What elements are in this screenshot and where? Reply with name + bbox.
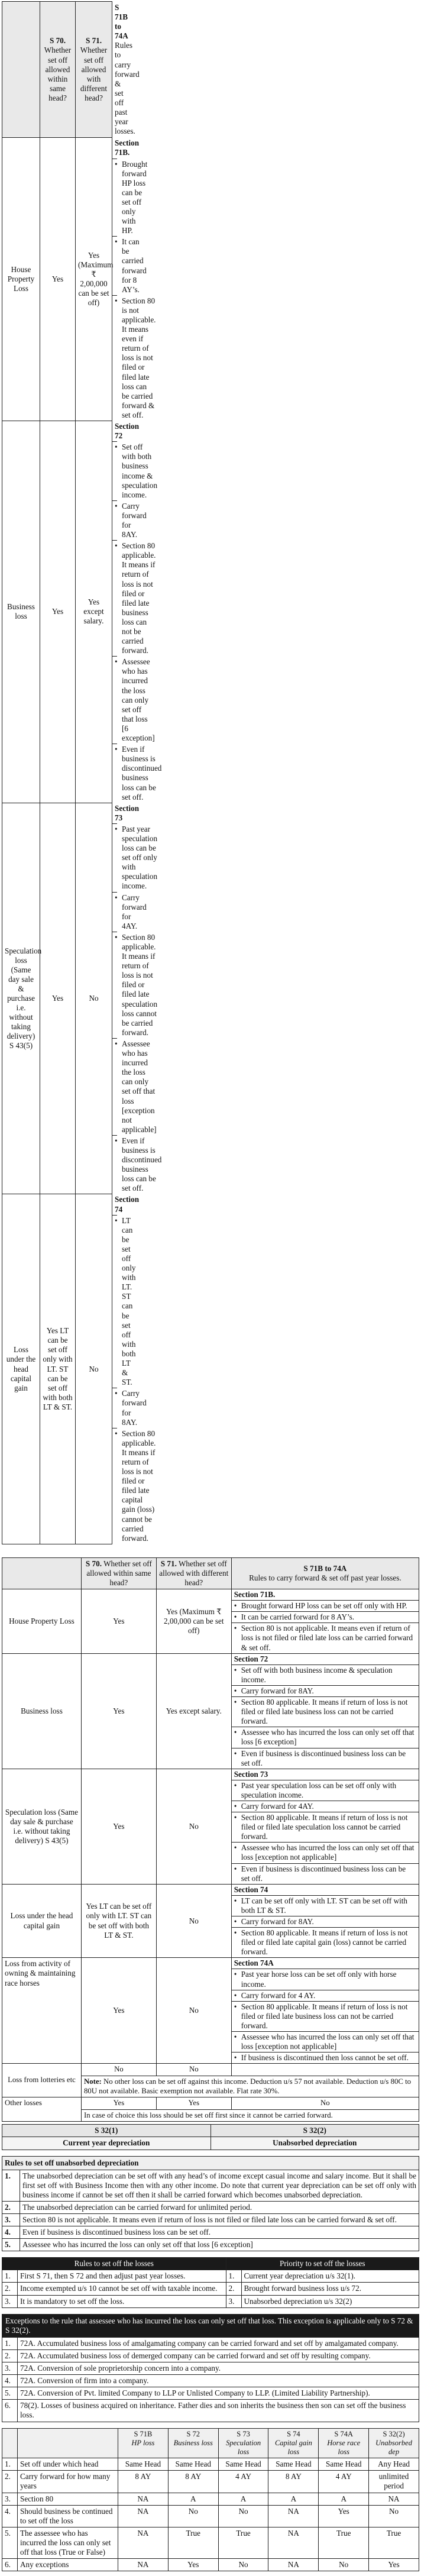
table-header-row xyxy=(2,1557,419,1589)
rule-item: • Carry forward for 4AY. xyxy=(232,1801,419,1812)
same-head-value: Yes xyxy=(81,2097,156,2110)
table-row xyxy=(2,1884,419,1958)
summary-header-row xyxy=(2,2428,419,2458)
rules-setoff-header: Rules to set off the losses xyxy=(2,2258,226,2270)
spacer xyxy=(2,2308,419,2314)
rule-item: • LT can be set off only with LT. ST can be set off with both LT & ST. xyxy=(112,1216,117,1389)
loss-table-2 xyxy=(2,1557,419,2122)
section-title: Section 74A xyxy=(232,1958,419,1969)
table-row xyxy=(2,1653,419,1769)
rule-item: • Assessee who has incurred the loss can only set off that loss [6 exception] xyxy=(112,657,117,744)
rules-cell xyxy=(231,1884,419,1958)
rule-item: • Carry forward for 8AY. xyxy=(232,1916,419,1928)
rule-item: • Section 80 applicable. It means if return of loss is not filed or filed late business loss can not be carried forward. xyxy=(232,2002,419,2032)
rule-item: • It can be carried forward for 8 AY’s. xyxy=(232,1612,419,1623)
table-row xyxy=(2,1194,419,1544)
lottery-note: Note: No other loss can be set off against this income. Deduction u/s 57 not available. Deduction u/s 80C to 80U not available. Basic exemption not available. Flat rate 30%. xyxy=(81,2076,419,2097)
row-head: Loss from lotteries etc xyxy=(2,2064,82,2097)
diff-head-value: Yes (Maximum ₹ 2,00,000 can be set off) xyxy=(156,1589,231,1654)
list-item: 5. 72A. Conversion of Pvt. limited Company to LLP or Unlisted Company to LLP. (Limited Liability Partnership). xyxy=(2,2387,419,2400)
rule-item: • Assessee who has incurred the loss can only set off that loss [exception not applicable] xyxy=(232,2032,419,2053)
table-row: 2. Carry forward for how many years 8 AY 8 AY 4 AY 8 AY 4 AY unlimited period xyxy=(2,2471,419,2493)
rule-item: • Assessee who has incurred the loss can only set off that loss [exception not applicable] xyxy=(112,1039,117,1136)
summary-col: S 32(2) Unabsorbed dep xyxy=(369,2428,419,2458)
list-item: 2. The unabsorbed depreciation can be carried forward for unlimited period. xyxy=(2,2201,419,2213)
exceptions-title: Exceptions to the rule that assessee who has incurred the loss can only set off that loss. This exception is applicable only to S 72 & S 32(2). xyxy=(2,2314,419,2337)
rule-item: • Section 80 applicable. It means if return of loss is not filed or filed late capital gain (loss) cannot be carried forward. xyxy=(112,1428,117,1544)
rule-item: • Section 80 applicable. It means if return of loss is not filed or filed late business loss can not be carried forward. xyxy=(112,541,117,657)
row-head: Other losses xyxy=(2,2097,82,2122)
same-head-value: Yes xyxy=(81,1589,156,1654)
rule-item: • Section 80 is not applicable. It means even if return of loss is not filed or filed late loss can be carried forward & set off. xyxy=(232,1623,419,1653)
rules-cell xyxy=(231,1589,419,1654)
row-head: Loss from activity of owning & maintaining race horses xyxy=(2,1958,82,2064)
table-row xyxy=(2,2097,419,2110)
row-head: Business loss xyxy=(2,1653,82,1769)
table-row xyxy=(2,1589,419,1654)
header-s71: S 71. Whether set off allowed with different head? xyxy=(156,1557,231,1589)
diff-head-value: Yes except salary. xyxy=(156,1653,231,1769)
rule-item: • Carry forward for 8AY. xyxy=(112,1388,117,1428)
priority-header-row xyxy=(2,2258,419,2270)
dep-label-row xyxy=(2,2137,419,2150)
table-row: 3. It is mandatory to set off the loss. 3. Unabsorbed depreciation u/s 32(2) xyxy=(2,2295,419,2307)
section-title: Section 73 xyxy=(232,1769,419,1780)
diff-head-value: No xyxy=(156,2064,231,2076)
summary-col: S 72 Business loss xyxy=(168,2428,218,2458)
section-title: Section 72 xyxy=(112,421,117,442)
rule-item: • Carry forward for 8AY. xyxy=(112,501,117,541)
rule-item: • Past year speculation loss can be set off only with speculation income. xyxy=(232,1780,419,1801)
diff-head-value: No xyxy=(156,1958,231,2064)
rule-item: • Section 80 applicable. It means if return of loss is not filed or filed late speculation loss cannot be carried forward. xyxy=(112,932,117,1039)
exceptions-table xyxy=(2,2314,419,2422)
lottery-blank xyxy=(231,2064,419,2076)
row-head: House Property Loss xyxy=(2,138,40,421)
rules-cell xyxy=(231,1653,419,1769)
same-head-value: Yes LT can be set off only with LT. ST can be set off with both LT & ST. xyxy=(40,1194,76,1544)
diff-head-value: Yes xyxy=(156,2097,231,2110)
list-item: 3. 72A. Conversion of sole proprietorship concern into a company. xyxy=(2,2362,419,2375)
depreciation-table xyxy=(2,2124,419,2150)
table-header-row xyxy=(2,2,419,138)
row-head: Speculation loss (Same day sale & purchase i.e. without taking delivery) S 43(5) xyxy=(2,803,40,1194)
table-row xyxy=(2,2064,419,2076)
loss-table-1 xyxy=(2,1,419,1544)
list-item: 2. 72A. Accumulated business loss of demerged company can be carried forward and set off by resulting company. xyxy=(2,2349,419,2362)
unabsorbed-title: Rules to set off unabsorbed depreciation xyxy=(2,2156,419,2170)
same-head-value: Yes xyxy=(40,421,76,803)
rule-item: • Carry forward for 4 AY. xyxy=(232,1990,419,2002)
row-head: Business loss xyxy=(2,421,40,803)
diff-head-value: No xyxy=(156,1769,231,1884)
carry-forward-value: No xyxy=(231,2097,419,2110)
table-row: 2. Income exempted u/s 10 cannot be set off with taxable income. 2. Brought forward business loss u/s 72. xyxy=(2,2283,419,2295)
diff-head-value: No xyxy=(76,803,112,1194)
rule-item: • Brought forward HP loss can be set off only with HP. xyxy=(232,1601,419,1612)
rule-item: • Past year speculation loss can be set off only with speculation income. xyxy=(112,824,117,893)
table-row xyxy=(2,421,419,803)
table-row xyxy=(2,803,419,1194)
rule-item: • Carry forward for 4AY. xyxy=(112,893,117,932)
header-blank xyxy=(2,1557,82,1589)
list-item: 5. Assessee who has incurred the loss can only set off that loss [6 exception] xyxy=(2,2239,419,2251)
table-row: 1. First S 71, then S 72 and then adjust past year losses. 1. Current year depreciation u/s 32(1). xyxy=(2,2270,419,2283)
list-item: 4. 72A. Conversion of firm into a company. xyxy=(2,2375,419,2387)
summary-col: S 74 Capital gain loss xyxy=(268,2428,319,2458)
rule-item: • Even if business is discontinued business loss can be set off. xyxy=(112,744,117,803)
section-title: Section 71B. xyxy=(112,138,117,159)
rule-item: • Brought forward HP loss can be set off only with HP. xyxy=(112,159,117,237)
diff-head-value: Yes (Maximum ₹ 2,00,000 can be set off) xyxy=(76,138,112,421)
same-head-value: Yes xyxy=(40,803,76,1194)
same-head-value: Yes xyxy=(81,1653,156,1769)
dep-code-s32-2: S 32(2) xyxy=(210,2125,419,2137)
rule-item: • If business is discontinued then loss cannot be set off. xyxy=(232,2053,419,2063)
table-row xyxy=(2,1958,419,2064)
header-blank xyxy=(2,2,40,138)
row-head: Loss under the head capital gain xyxy=(2,1884,82,1958)
list-item: 3. Section 80 is not applicable. It means even if return of loss is not filed or filed late loss can be carried forward & set off. xyxy=(2,2214,419,2226)
table-row: 3. Section 80 NA A A A A NA xyxy=(2,2493,419,2505)
table-row xyxy=(2,138,419,421)
same-head-value: Yes xyxy=(81,1769,156,1884)
spacer xyxy=(2,2150,419,2156)
rule-item: • Assessee who has incurred the loss can only set off that loss [6 exception] xyxy=(232,1727,419,1748)
summary-col: S 74A Horse race loss xyxy=(319,2428,369,2458)
table-row: 5. The assessee who has incurred the loss can only set off that loss (True or False) NA True True NA True True xyxy=(2,2527,419,2558)
dep-code-row xyxy=(2,2125,419,2137)
rule-item: • Carry forward for 8AY. xyxy=(232,1686,419,1697)
rule-item: • Section 80 applicable. It means if return of loss is not filed or filed late business loss can not be carried forward. xyxy=(232,1697,419,1727)
rule-item: • Even if business is discontinued business loss can be set off. xyxy=(112,1136,117,1194)
priority-header: Priority to set off the losses xyxy=(226,2258,419,2270)
table-row xyxy=(2,1769,419,1884)
rule-item: • Assessee who has incurred the loss can only set off that loss [exception not applicable] xyxy=(232,1843,419,1863)
rule-item: • Section 80 applicable. It means if return of loss is not filed or filed late speculation loss cannot be carried forward. xyxy=(232,1812,419,1843)
priority-table xyxy=(2,2257,419,2307)
list-item: 1. The unabsorbed depreciation can be set off with any head’s of income except casual income and salary income. But it shall be first set off with Business Income then with any other income. Do note that current year depreciation can be set off only with business income if cannot be set off then it shall be carried forward which becomes unabsorbed depreciation. xyxy=(2,2170,419,2201)
summary-blank xyxy=(2,2428,18,2458)
row-head: House Property Loss xyxy=(2,1589,82,1654)
list-item: 4. Even if business is discontinued business loss can be set off. xyxy=(2,2226,419,2239)
table-row: 4. Should business be continued to set off the loss NA No No NA Yes No xyxy=(2,2505,419,2527)
dep-code-s32-1: S 32(1) xyxy=(2,2125,211,2137)
spacer xyxy=(2,2422,419,2428)
same-head-value: No xyxy=(81,2064,156,2076)
diff-head-value: No xyxy=(76,1194,112,1544)
rule-item: • It can be carried forward for 8 AY’s. xyxy=(112,237,117,296)
dep-current: Current year depreciation xyxy=(2,2137,211,2150)
header-s71b-74a: S 71B to 74A Rules to carry forward & set off past year losses. xyxy=(231,1557,419,1589)
unabsorbed-rules-table xyxy=(2,2156,419,2252)
summary-blank xyxy=(18,2428,118,2458)
section-title: Section 74 xyxy=(112,1194,117,1215)
rule-item: • Set off with both business income & speculation income. xyxy=(112,442,117,501)
rules-cell xyxy=(231,1958,419,2064)
same-head-value: Yes xyxy=(81,1958,156,2064)
diff-head-value: Yes except salary. xyxy=(76,421,112,803)
summary-col: S 71B HP loss xyxy=(118,2428,169,2458)
list-item: 1. 72A. Accumulated business loss of amalgamating company can be carried forward and set off by amalgamated company. xyxy=(2,2337,419,2349)
rule-item: • Even if business is discontinued business loss can be set off. xyxy=(232,1748,419,1769)
rules-cell xyxy=(231,1769,419,1884)
summary-col: S 73 Speculation loss xyxy=(218,2428,268,2458)
section-title: Section 71B. xyxy=(232,1589,419,1601)
summary-table xyxy=(2,2428,419,2572)
section-title: Section 73 xyxy=(112,803,117,824)
rule-item: • Section 80 is not applicable. It means even if return of loss is not filed or filed late loss can be carried forward & set off. xyxy=(112,296,117,421)
dep-unabsorbed: Unabsorbed depreciation xyxy=(210,2137,419,2150)
row-head: Speculation loss (Same day sale & purchase i.e. without taking delivery) S 43(5) xyxy=(2,1769,82,1884)
rule-item: • Even if business is discontinued business loss can be set off. xyxy=(232,1864,419,1884)
spacer xyxy=(2,1544,419,1557)
other-note: In case of choice this loss should be set off first since it cannot be carried forward. xyxy=(81,2109,419,2122)
rule-item: • Section 80 applicable. It means if return of loss is not filed or filed late capital gain (loss) cannot be carried forward. xyxy=(232,1928,419,1957)
diff-head-value: No xyxy=(156,1884,231,1958)
rule-item: • Past year horse loss can be set off only with horse income. xyxy=(232,1969,419,1990)
table-row: 6. Any exceptions NA Yes No NA No Yes xyxy=(2,2559,419,2571)
header-s70: S 70. Whether set off allowed within same head? xyxy=(40,2,76,138)
table-row: 1. Set off under which head Same Head Same Head Same Head Same Head Same Head Any Head xyxy=(2,2458,419,2471)
list-item: 6. 78(2). Losses of business acquired on inheritance. Father dies and son inherits the business then son can set off the business loss. xyxy=(2,2400,419,2422)
header-s70: S 70. Whether set off allowed within same head? xyxy=(81,1557,156,1589)
rule-item: • LT can be set off only with LT. ST can be set off with both LT & ST. xyxy=(232,1896,419,1916)
section-title: Section 72 xyxy=(232,1654,419,1665)
rule-item: • Set off with both business income & speculation income. xyxy=(232,1665,419,1686)
same-head-value: Yes xyxy=(40,138,76,421)
row-head: Loss under the head capital gain xyxy=(2,1194,40,1544)
section-title: Section 74 xyxy=(232,1885,419,1896)
header-s71: S 71. Whether set off allowed with different head? xyxy=(76,2,112,138)
spacer xyxy=(2,2251,419,2257)
same-head-value: Yes LT can be set off only with LT. ST can be set off with both LT & ST. xyxy=(81,1884,156,1958)
